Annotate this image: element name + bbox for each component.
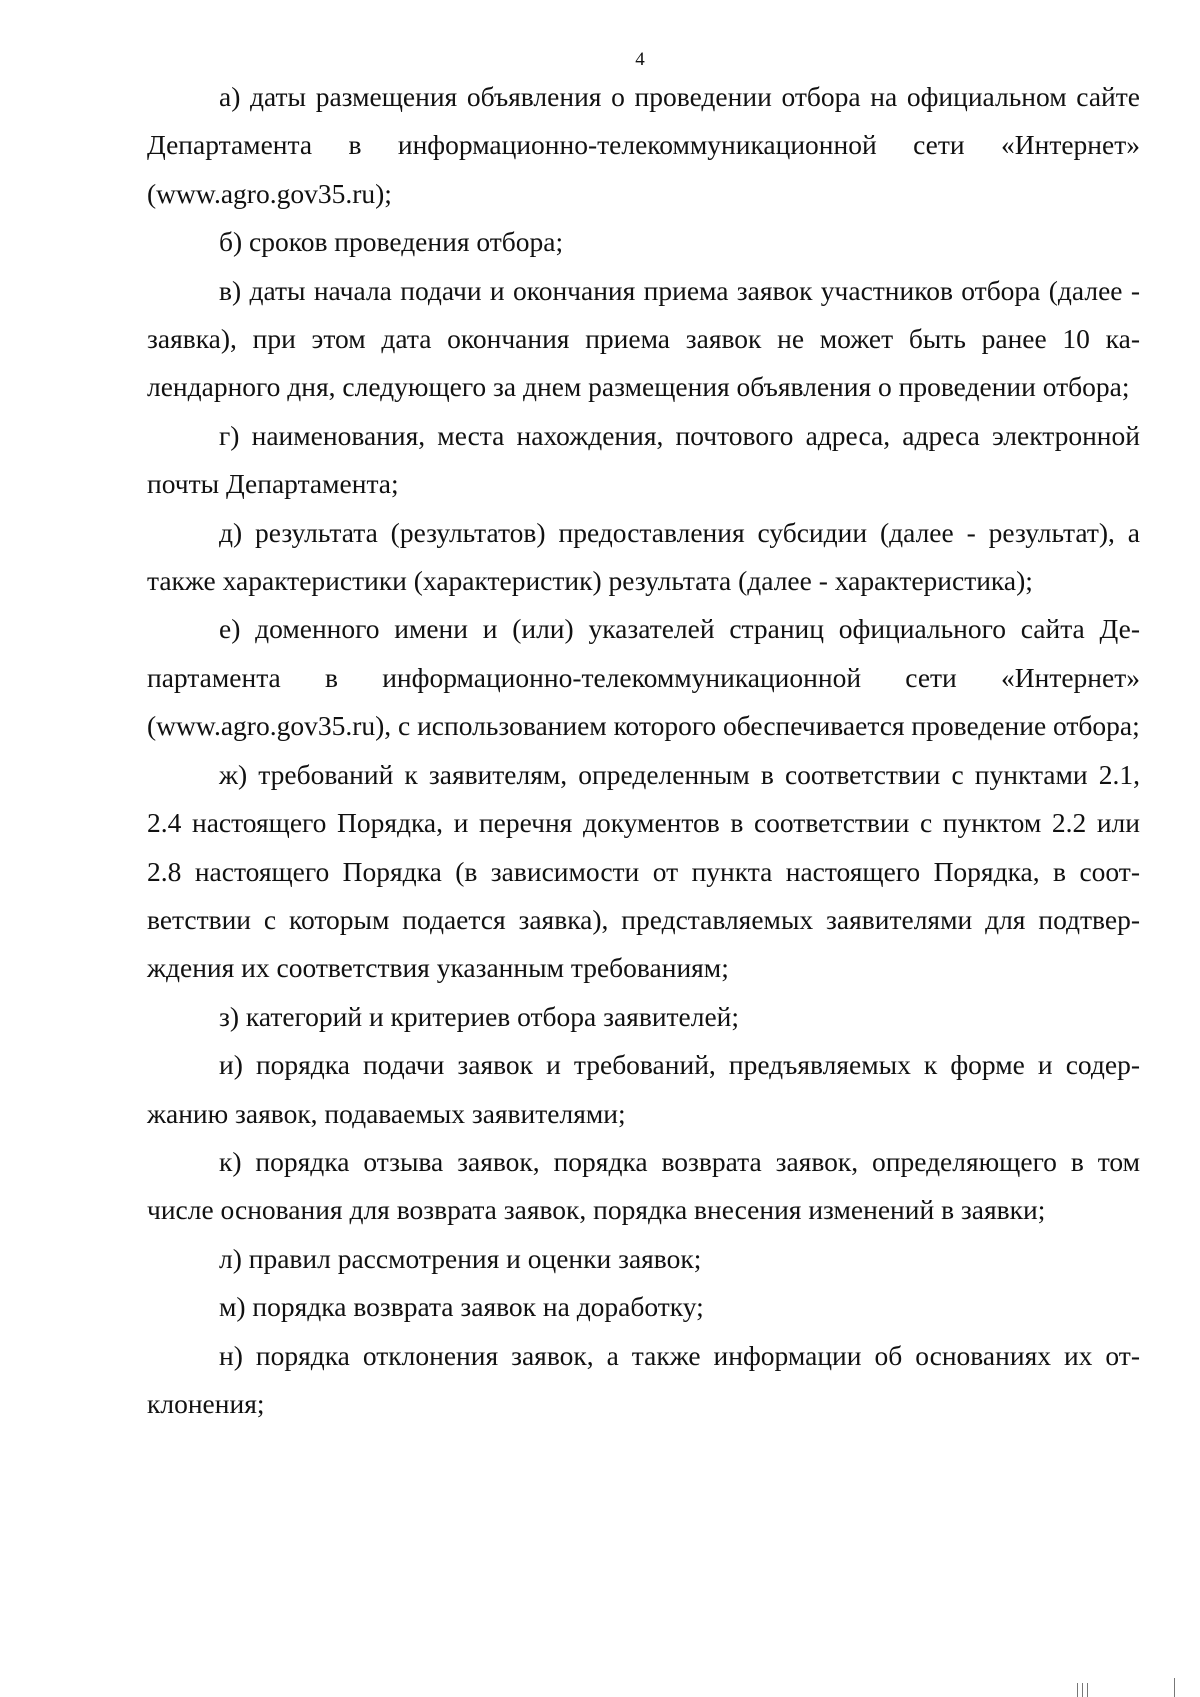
paragraph-e: е) доменного имени и (или) указателей страниц официального сайта Департамента в информационно-телекоммуникационной сети «Интернет» (www.agro.gov35.ru), с использованием которого обеспечивается проведение отбора;	[147, 613, 1140, 742]
paragraph-g: г) наименования, места нахождения, почтового адреса, адреса электронной почты Департамента;	[147, 419, 1140, 500]
paragraph-l: л) правил рассмотрения и оценки заявок;	[219, 1242, 702, 1274]
paragraph-zh: ж) требований к заявителям, определенным в соответствии с пунктами 2.1, 2.4 настоящего Порядка, и перечня документов в соответствии с пунктом 2.2 или 2.8 настоящего Порядка (в зависимости от пункта настоящего Порядка, в соответствии с которым подается заявка), представляемых заявителями для подтверждения их соответствия указанным требованиям;	[147, 758, 1140, 984]
document-body	[147, 73, 1140, 1428]
scan-mark	[1087, 1683, 1088, 1697]
paragraph-n: н) порядка отклонения заявок, а также информации об основаниях их отклонения;	[147, 1339, 1140, 1419]
paragraph-v: в) даты начала подачи и окончания приема заявок участников отбора (далее - заявка), при этом дата окончания приема заявок не может быть ранее 10 календарного дня, следующего за днем размещения объявления о проведении отбора;	[147, 274, 1140, 403]
paragraph-z: з) категорий и критериев отбора заявителей;	[219, 1000, 740, 1032]
scan-mark	[1082, 1683, 1083, 1697]
paragraph-m: м) порядка возврата заявок на доработку;	[219, 1291, 704, 1323]
paragraph-i: и) порядка подачи заявок и требований, предъявляемых к форме и содержанию заявок, подаваемых заявителями;	[147, 1049, 1140, 1129]
page-number: 4	[635, 49, 645, 70]
paragraph-k: к) порядка отзыва заявок, порядка возврата заявок, определяющего в том числе основания для возврата заявок, порядка внесения изменений в заявки;	[147, 1145, 1140, 1226]
paragraph-d: д) результата (результатов) предоставления субсидии (далее - результат), а также характеристики (характеристик) результата (далее - характеристика);	[147, 516, 1140, 597]
paragraph-b: б) сроков проведения отбора;	[219, 226, 564, 258]
paragraph-a: а) даты размещения объявления о проведении отбора на официальном сайте Департамента в информационно-телекоммуникационной сети «Интернет» (www.agro.gov35.ru);	[147, 81, 1140, 209]
scan-mark	[1174, 1678, 1175, 1697]
scan-mark	[1077, 1683, 1078, 1697]
